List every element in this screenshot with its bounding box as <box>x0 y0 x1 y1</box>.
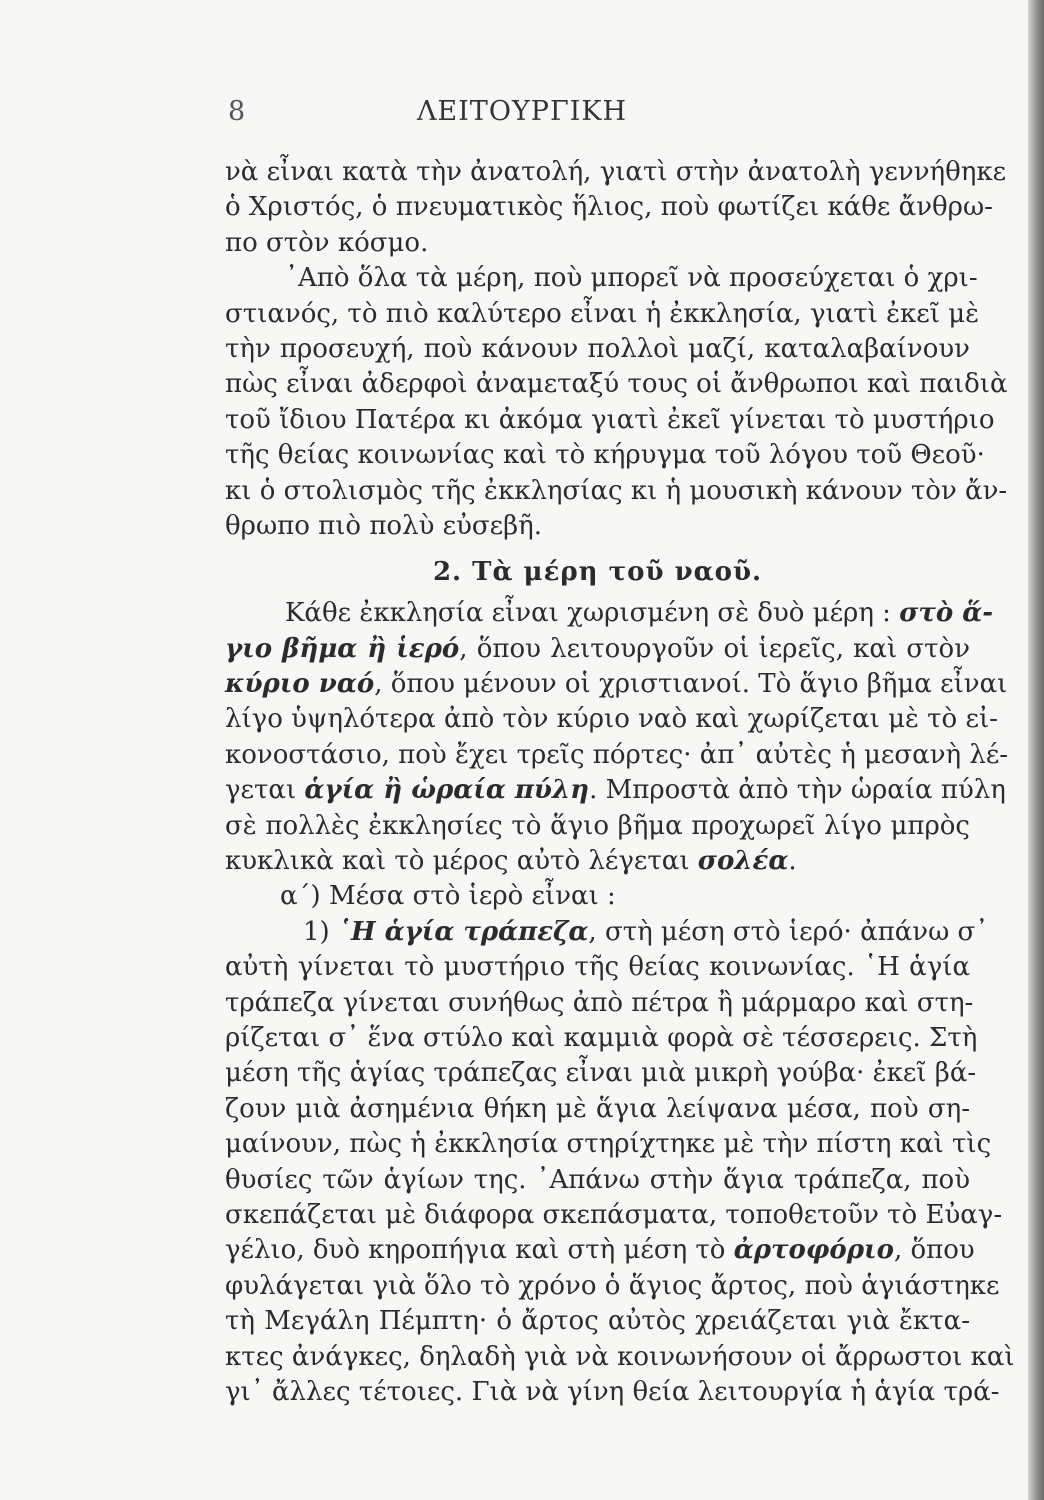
text-line: σὲ πολλὲς ἐκκλησίες τὸ ἅγιο βῆμα προχωρεῖ λίγο μπρὸς <box>225 810 970 841</box>
text-line <box>225 844 970 879</box>
text-run: , ὅπου <box>893 1235 975 1266</box>
text-line: τράπεζα γίνεται συνήθως ἀπὸ πέτρα ἢ μάρμαρο καὶ στη- <box>225 987 974 1018</box>
text-line: κονοστάσιο, ποὺ ἔχει τρεῖς πόρτες· ἀπ᾿ αὐτὲς ἡ μεσανὴ λέ- <box>225 739 1009 770</box>
text-run: , στὴ μέση στὸ ἱερό· ἀπάνω σ᾿ <box>588 916 989 947</box>
emphasized-term: σολέα <box>697 846 789 877</box>
text-line: φυλάγεται γιὰ ὅλο τὸ χρόνο ὁ ἅγιος ἄρτος, ποὺ ἁγιάστηκε <box>225 1270 1000 1301</box>
text-line: θυσίες τῶν ἁγίων της. ᾿Απάνω στὴν ἅγια τράπεζα, ποὺ <box>225 1164 970 1195</box>
text-line: τῆς θείας κοινωνίας καὶ τὸ κήρυγμα τοῦ λόγου τοῦ Θεοῦ· <box>225 440 985 471</box>
text-line: πο στὸν κόσμο. <box>225 227 429 258</box>
page-number: 8 <box>228 96 246 127</box>
text-line: κι ὁ στολισμὸς τῆς ἐκκλησίας κι ἡ μουσικὴ κάνουν τὸν ἄν- <box>225 475 1008 506</box>
text-run: , ὅπου μένουν οἱ χριστιανοί. Τὸ ἅγιο βῆμα εἶναι <box>374 669 1008 700</box>
page-header <box>0 92 1044 132</box>
text-run: 1) <box>303 916 338 947</box>
emphasized-term: στὸ ἅ- <box>899 598 994 629</box>
book-spine-shadow <box>1028 0 1044 1500</box>
text-line: νὰ εἶναι κατὰ τὴν ἀνατολή, γιατὶ στὴν ἀνατολὴ γεννήθηκε <box>225 157 1007 187</box>
text-line: τοῦ ἴδιου Πατέρα κι ἀκόμα γιατὶ ἐκεῖ γίνεται τὸ μυστήριο <box>225 404 995 435</box>
text-run: γέλιο, δυὸ κηροπήγια καὶ στὴ μέση τὸ <box>225 1235 734 1266</box>
text-line: μαίνουν, πὼς ἡ ἐκκλησία στηρίχτηκε μὲ τὴν πίστη καὶ τὶς <box>225 1129 992 1160</box>
text-line: ρίζεται σ᾿ ἕνα στύλο καὶ καμμιὰ φορὰ σὲ τέσσερεις. Στὴ <box>225 1022 978 1053</box>
text-line: ὁ Χριστός, ὁ πνευματικὸς ἥλιος, ποὺ φωτίζει κάθε ἄνθρω- <box>225 192 993 223</box>
text-line <box>225 596 994 631</box>
emphasized-term: ῾Η ἁγία τράπεζα <box>337 916 589 947</box>
emphasized-term: κύριο ναό <box>225 669 375 700</box>
text-line: σκεπάζεται μὲ διάφορα σκεπάσματα, τοποθετοῦν τὸ Εὐαγ- <box>225 1199 1003 1230</box>
text-line: ζουν μιὰ ἀσημένια θήκη μὲ ἅγια λείψανα μέσα, ποὺ ση- <box>225 1093 970 1124</box>
text-line <box>225 915 989 950</box>
text-line <box>225 632 970 667</box>
text-run: Κάθε ἐκκλησία εἶναι χωρισμένη σὲ δυὸ μέρη : <box>285 598 900 629</box>
subsection-heading: α΄) Μέσα στὸ ἱερὸ εἶναι : <box>280 881 616 912</box>
emphasized-term: γιο βῆμα ἢ ἱερό <box>225 633 460 664</box>
text-line: τὴ Μεγάλη Πέμπτη· ὁ ἄρτος αὐτὸς χρειάζεται γιὰ ἔκτα- <box>225 1306 970 1337</box>
text-run: . <box>788 846 797 877</box>
text-run: , ὅπου λειτουργοῦν οἱ ἱερεῖς, καὶ στὸν <box>459 633 970 664</box>
text-line: κτες ἀνάγκες, δηλαδὴ γιὰ νὰ κοινωνήσουν οἱ ἄρρωστοι καὶ <box>225 1341 1015 1372</box>
text-line <box>225 1233 975 1268</box>
emphasized-term: ἁγία ἢ ὡραία πύλη <box>304 775 590 806</box>
text-line: λίγο ὑψηλότερα ἀπὸ τὸν κύριο ναὸ καὶ χωρίζεται μὲ τὸ εἰ- <box>225 704 998 735</box>
text-line <box>225 667 1008 702</box>
running-title: ΛΕΙΤΟΥΡΓΙΚΗ <box>416 96 628 127</box>
text-line: ᾿Απὸ ὅλα τὰ μέρη, ποὺ μπορεῖ νὰ προσεύχεται ὁ χρι- <box>285 263 978 294</box>
text-line: μέση τῆς ἁγίας τράπεζας εἶναι μιὰ μικρὴ γούβα· ἐκεῖ βά- <box>225 1058 977 1089</box>
emphasized-term: ἀρτοφόριο <box>733 1235 894 1266</box>
text-line: πὼς εἶναι ἀδερφοὶ ἀναμεταξύ τους οἱ ἄνθρωποι καὶ παιδιὰ <box>225 369 1008 400</box>
text-line: τὴν προσευχή, ποὺ κάνουν πολλοὶ μαζί, καταλαβαίνουν <box>225 333 970 364</box>
text-run: . Μπροστὰ ἀπὸ τὴν ὡραία πύλη <box>589 775 1006 806</box>
text-run: κυκλικὰ καὶ τὸ μέρος αὐτὸ λέγεται <box>225 846 698 877</box>
text-line: αὐτὴ γίνεται τὸ μυστήριο τῆς θείας κοινωνίας. ῾Η ἁγία <box>225 952 970 983</box>
text-run: γεται <box>225 775 305 806</box>
body-text <box>225 155 1015 1410</box>
section-heading: 2. Τὰ μέρη τοῦ ναοῦ. <box>432 557 763 588</box>
text-line <box>225 773 1006 808</box>
text-line: στιανός, τὸ πιὸ καλύτερο εἶναι ἡ ἐκκλησία, γιατὶ ἐκεῖ μὲ <box>225 298 980 329</box>
text-line: θρωπο πιὸ πολὺ εὐσεβῆ. <box>225 510 543 541</box>
text-line: γι᾿ ἄλλες τέτοιες. Γιὰ νὰ γίνη θεία λειτουργία ἡ ἁγία τρά- <box>225 1376 1000 1407</box>
